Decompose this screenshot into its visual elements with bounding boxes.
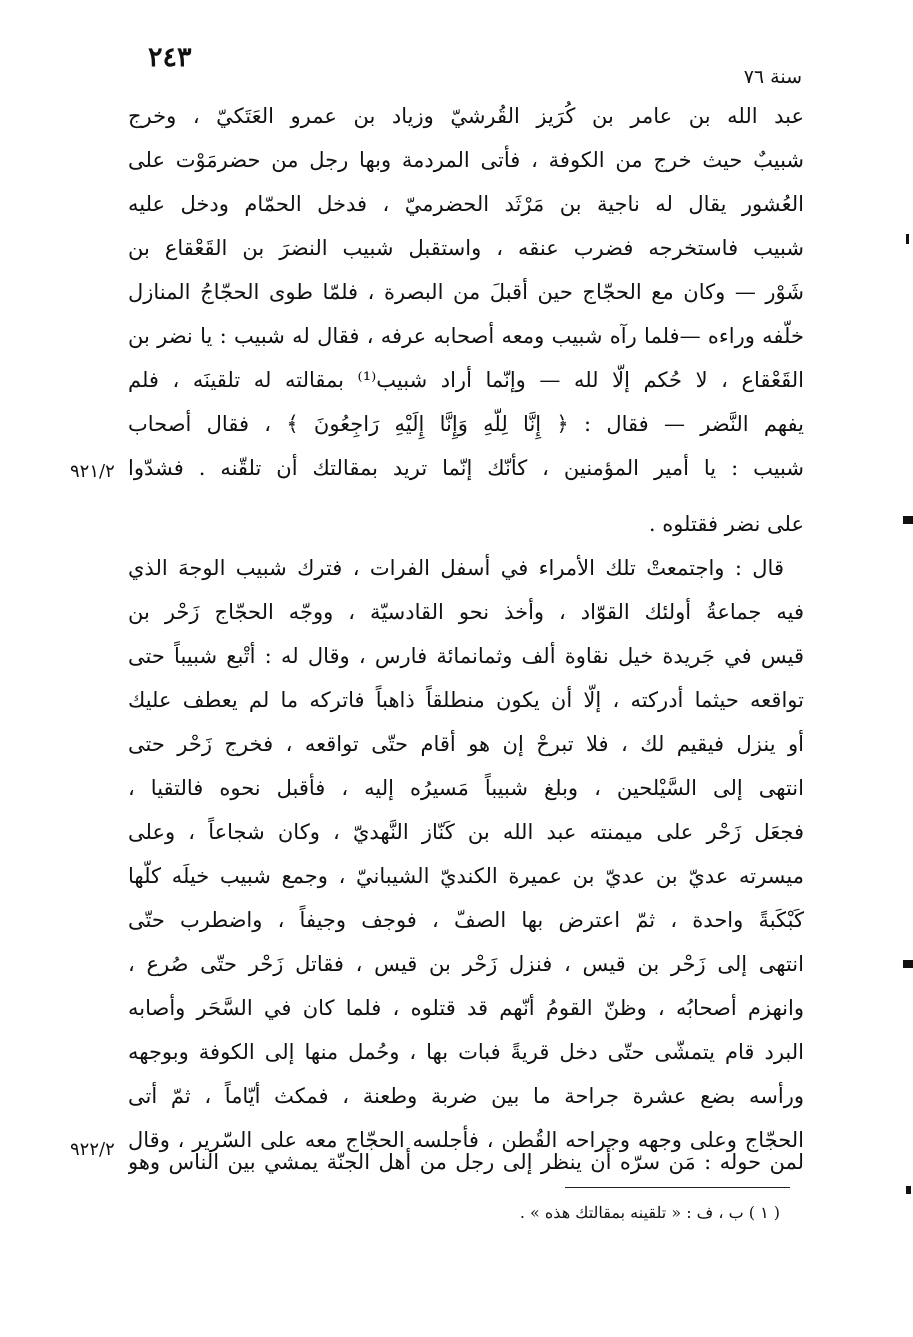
text-line: شَوْر — وكان مع الحجّاج حين أقبلَ من البصرة ، فلمّا طوى الحجّاجُ المنازل	[128, 280, 804, 304]
page-number: ٢٤٣	[148, 42, 192, 73]
scan-edge-mark	[903, 516, 913, 524]
text-line: عبد الله بن عامر بن كُرَيز القُرشيّ وزياد بن عمرو العَتَكيّ ، وخرج	[128, 104, 804, 128]
text-line: شبيب : يا أمير المؤمنين ، كأنّك إنّما تريد بمقالتك أن تلقّنه . فشدّوا	[128, 456, 804, 480]
margin-reference: ٩٢٢/٢	[70, 1139, 115, 1160]
text-line: يفهم النَّضر — فقال : ﴿ إِنَّا لِلّهِ وَإِنَّا إِلَيْهِ رَاجِعُونَ ﴾ ، فقال أصحاب	[128, 412, 804, 436]
text-line: على نضر فقتلوه .	[648, 512, 804, 536]
scan-edge-mark	[906, 1186, 911, 1194]
text-line: انتهى إلى السَّيْلحين ، وبلغ شبيباً مَسيرُه إليه ، فأقبل نحوه فالتقيا ،	[128, 776, 804, 800]
text-line: قيس في جَريدة خيل نقاوة ألف وثمانمائة فارس ، وقال له : أتْبع شبيباً حتى	[128, 644, 804, 668]
text-line: أو ينزل فيقيم لك ، فلا تبرحْ إن هو أقام حتّى تواقعه ، فخرج زَحْر حتى	[128, 732, 804, 756]
text-line: ميسرته عديّ بن عديّ بن عميرة الكنديّ الشيبانيّ ، وجمع شبيب خيلَه كلّها	[128, 864, 804, 888]
margin-reference: ٩٢١/٢	[70, 461, 115, 482]
text-line: وانهزم أصحابُه ، وظنّ القومُ أنّهم قد قتلوه ، فلما كان في السَّحَر وأصابه	[128, 996, 804, 1020]
text-line: قال : واجتمعتْ تلك الأمراء في أسفل الفرات ، فترك شبيب الوجهَ الذي	[128, 556, 784, 580]
text-line: الحجّاج وعلى وجهه وجراحه القُطن ، فأجلسه الحجّاج معه على السّرير ، وقال	[128, 1128, 804, 1152]
text-line: القَعْقاع ، لا حُكم إلّا لله — وإنّما أراد شبيب⁽¹⁾ بمقالته له تلقينَه ، فلم	[128, 368, 804, 392]
scan-edge-mark	[906, 234, 909, 244]
text-line: كَبْكَبةً واحدة ، ثمّ اعترض بها الصفّ ، فوجف وجيفاً ، واضطرب حتّى	[128, 908, 804, 932]
text-line: شبيبٌ حيث خرج من الكوفة ، فأتى المردمة وبها رجل من حضرمَوْت على	[128, 148, 804, 172]
text-line: تواقعه حيثما أدركته ، إلّا أن يكون منطلقاً ذاهباً فاتركه ما لم يعطف عليك	[128, 688, 804, 712]
text-line: لمن حوله : مَن سرّه أن ينظر إلى رجل من أهل الجنّة يمشي بين الناس وهو	[128, 1150, 804, 1174]
text-line: فجعَل زَحْر على ميمنته عبد الله بن كَنّاز النَّهديّ ، وكان شجاعاً ، وعلى	[128, 820, 804, 844]
footnote-divider	[565, 1187, 790, 1188]
text-line: خلّفه وراءه —فلما رآه شبيب ومعه أصحابه عرفه ، فقال له شبيب : يا نضر بن	[128, 324, 804, 348]
text-line: العُشور يقال له ناجية بن مَرْثَد الحضرميّ ، فدخل الحمّام ودخل عليه	[128, 192, 804, 216]
text-line: شبيب فاستخرجه فضرب عنقه ، واستقبل شبيب النضرَ بن القَعْقاع بن	[128, 236, 804, 260]
text-line: ورأسه بضع عشرة جراحة ما بين ضربة وطعنة ، فمكث أيّاماً ، ثمّ أتى	[128, 1084, 804, 1108]
text-line: البرد قام يتمشّى حتّى دخل قريةً فبات بها ، وحُمل منها إلى الكوفة وبوجهه	[128, 1040, 804, 1064]
footnote: ( ١ ) ب ، ف : « تلقينه بمقالتك هذه » .	[519, 1203, 780, 1222]
scan-edge-mark	[903, 960, 913, 968]
running-head: سنة ٧٦	[743, 66, 802, 88]
text-line: فيه جماعةُ أولئك القوّاد ، وأخذ نحو القادسيّة ، ووجّه الحجّاج زَحْر بن	[128, 600, 804, 624]
text-line: انتهى إلى زَحْر بن قيس ، فنزل زَحْر بن قيس ، فقاتل زَحْر حتّى صُرع ،	[128, 952, 804, 976]
